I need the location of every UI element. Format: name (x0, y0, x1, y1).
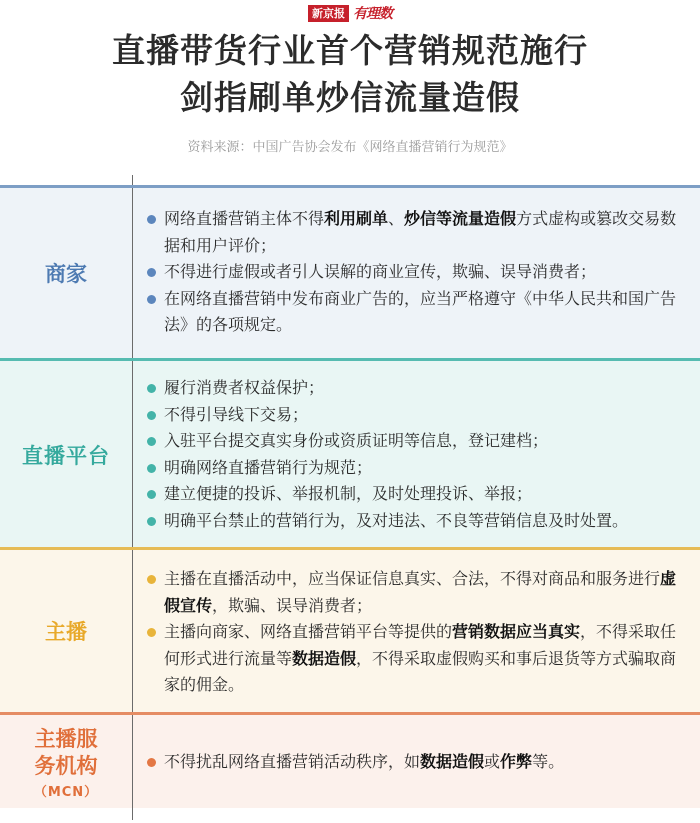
page-title-line1: 直播带货行业首个营销规范施行 (112, 31, 588, 70)
list-item: 入驻平台提交真实身份或资质证明等信息，登记建档； (146, 428, 688, 455)
bullet-dot-icon (147, 517, 156, 526)
section-label-line3: （MCN） (33, 785, 99, 800)
list-item: 主播向商家、网络直播营销平台等提供的营销数据应当真实，不得采取任何形式进行流量等数据造假，不得采取虚假购买和事后退货等方式骗取商家的佣金。 (146, 619, 688, 699)
list-item: 明确平台禁止的营销行为，及对违法、不良等营销信息及时处置。 (146, 508, 688, 535)
source-note: 资料来源：中国广告协会发布《网络直播营销行为规范》 (187, 140, 513, 155)
divider (132, 808, 133, 820)
bullet-dot-icon (147, 437, 156, 446)
bullet-list (146, 749, 688, 776)
bullet-dot-icon (147, 758, 156, 767)
section-platform (0, 358, 700, 548)
divider (132, 715, 133, 811)
bullet-dot-icon (147, 411, 156, 420)
emphasis-text: 炒信等流量造假 (404, 209, 517, 228)
list-item: 建立便捷的投诉、举报机制，及时处理投诉、举报； (146, 481, 688, 508)
bullet-list (146, 566, 688, 699)
bullet-dot-icon (147, 575, 156, 584)
divider (132, 361, 133, 548)
section-label-line2: 务机构 (34, 754, 98, 778)
emphasis-text: 利用刷单 (324, 209, 389, 228)
list-item: 不得引导线下交易； (146, 402, 688, 429)
section-label: 主播 (45, 620, 87, 644)
brand-logo (0, 3, 700, 23)
bullet-dot-icon (147, 295, 156, 304)
bullet-dot-icon (147, 384, 156, 393)
section-label-line1: 主播服 (34, 727, 98, 751)
section-label: 商家 (45, 262, 87, 286)
bullet-list (146, 375, 688, 534)
list-item: 明确网络直播营销行为规范； (146, 455, 688, 482)
divider (132, 550, 133, 712)
emphasis-text: 数据造假 (420, 752, 485, 771)
footer-space (0, 808, 700, 823)
list-item: 网络直播营销主体不得利用刷单、炒信等流量造假方式虚构或篡改交易数据和用户评价； (146, 206, 688, 259)
brand-sub: 有理数 (353, 6, 392, 22)
divider (132, 175, 133, 185)
section-mcn (0, 712, 700, 811)
bullet-dot-icon (147, 215, 156, 224)
emphasis-text: 作弊 (500, 752, 533, 771)
emphasis-text: 营销数据应当真实 (452, 622, 581, 641)
section-label (0, 715, 132, 811)
divider (132, 188, 133, 358)
page-title-line2: 剑指刷单炒信流量造假 (180, 78, 520, 117)
list-item: 不得扰乱网络直播营销活动秩序，如数据造假或作弊等。 (146, 749, 688, 776)
section-anchor (0, 547, 700, 712)
bullet-dot-icon (147, 490, 156, 499)
list-item: 不得进行虚假或者引人误解的商业宣传，欺骗、误导消费者； (146, 259, 688, 286)
section-merchant (0, 185, 700, 358)
section-label: 直播平台 (22, 443, 110, 468)
bullet-dot-icon (147, 628, 156, 637)
bullet-list (146, 206, 688, 339)
emphasis-text: 数据造假 (292, 648, 357, 668)
emphasis-text: 虚假宣传 (164, 569, 677, 615)
list-item: 主播在直播活动中，应当保证信息真实、合法，不得对商品和服务进行虚假宣传，欺骗、误导消费者； (146, 566, 688, 619)
list-item: 履行消费者权益保护； (146, 375, 688, 402)
bullet-dot-icon (147, 464, 156, 473)
brand-name: 新京报 (308, 5, 349, 22)
bullet-dot-icon (147, 268, 156, 277)
list-item: 在网络直播营销中发布商业广告的，应当严格遵守《中华人民共和国广告法》的各项规定。 (146, 286, 688, 339)
